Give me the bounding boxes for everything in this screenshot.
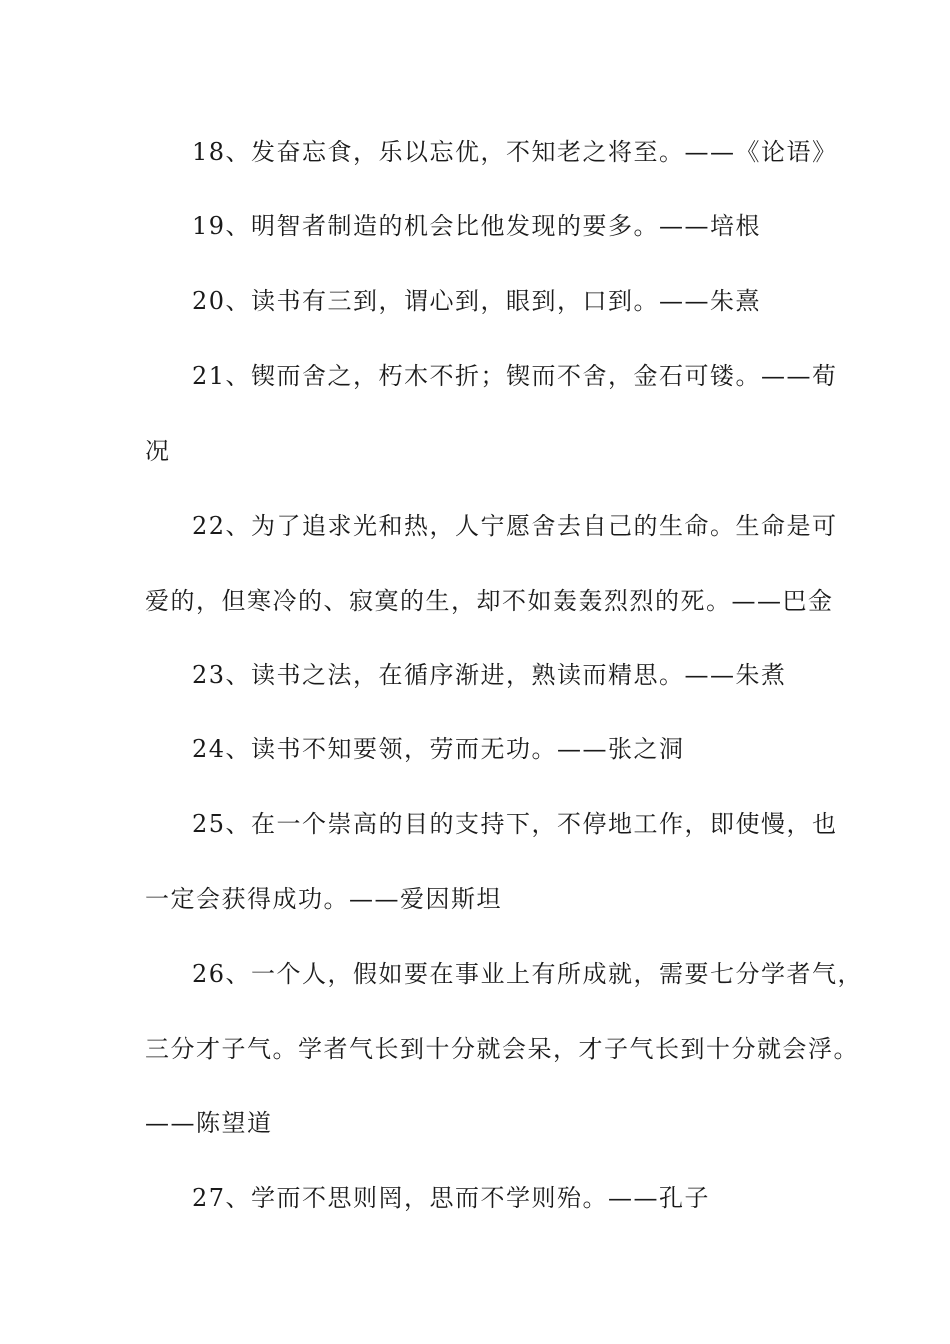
quote-26-attribution: ——陈望道 bbox=[145, 1109, 273, 1137]
quote-26-continuation: 三分才子气。学者气长到十分就会呆，才子气长到十分就会浮。 bbox=[145, 1035, 859, 1063]
quote-22-line: 22、为了追求光和热，人宁愿舍去自己的生命。生命是可 bbox=[192, 512, 838, 540]
quote-27-line: 27、学而不思则罔，思而不学则殆。——孔子 bbox=[192, 1184, 711, 1212]
quote-20-line: 20、读书有三到，谓心到，眼到，口到。——朱熹 bbox=[192, 287, 762, 315]
quote-18-line: 18、发奋忘食，乐以忘优，不知老之将至。——《论语》 bbox=[192, 138, 838, 166]
quote-21-continuation: 况 bbox=[145, 437, 171, 465]
quote-25-line: 25、在一个崇高的目的支持下，不停地工作，即使慢，也 bbox=[192, 810, 838, 838]
quote-21-line: 21、锲而舍之，朽木不折；锲而不舍，金石可镂。——荀 bbox=[192, 362, 838, 390]
quote-22-continuation: 爱的，但寒冷的、寂寞的生，却不如轰轰烈烈的死。——巴金 bbox=[145, 587, 834, 615]
quote-23-line: 23、读书之法，在循序渐进，熟读而精思。——朱煮 bbox=[192, 661, 787, 689]
quote-26-line: 26、一个人，假如要在事业上有所成就，需要七分学者气， bbox=[192, 960, 864, 988]
quote-19-line: 19、明智者制造的机会比他发现的要多。——培根 bbox=[192, 212, 762, 240]
quote-25-continuation: 一定会获得成功。——爱因斯坦 bbox=[145, 885, 502, 913]
quote-24-line: 24、读书不知要领，劳而无功。——张之洞 bbox=[192, 735, 685, 763]
